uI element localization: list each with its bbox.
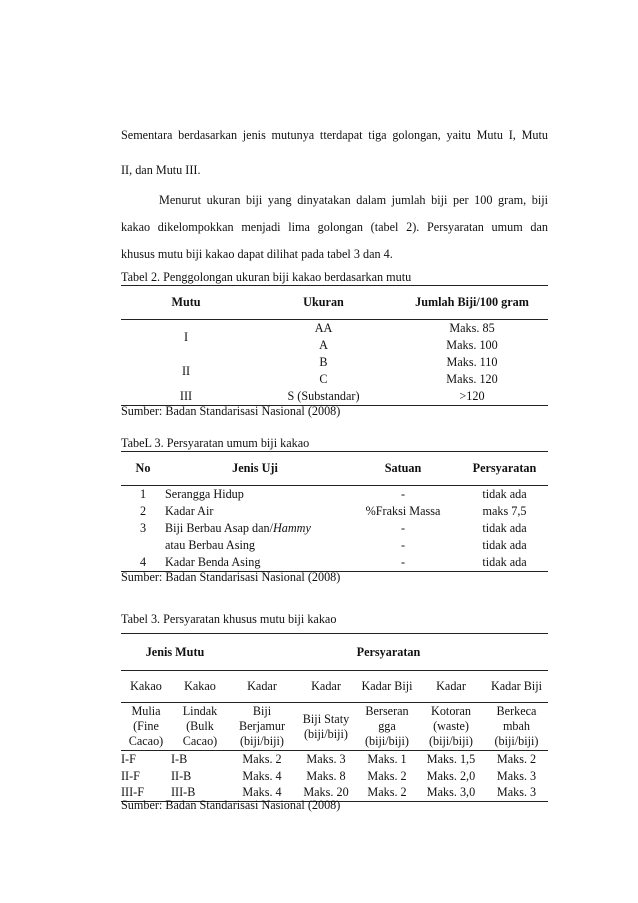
table4-cell: II-F	[121, 768, 140, 783]
table4-cell: Maks. 1,5	[426, 751, 476, 766]
table2-cell-ukuran: S (Substandar)	[287, 389, 360, 403]
table3-cell-uji	[165, 520, 345, 537]
table4-subheader: Kadar	[247, 679, 277, 693]
table4-header-persyaratan: Persyaratan	[356, 644, 421, 659]
table2-header-mutu: Mutu	[171, 295, 201, 309]
table4-cell: III-F	[121, 785, 145, 800]
table-row	[121, 320, 548, 338]
table3	[121, 451, 548, 572]
table4-source: Sumber: Badan Standarisasi Nasional (2008)	[121, 798, 341, 812]
table4-cell: Maks. 8	[306, 768, 346, 783]
table3-cell-uji: Serangga Hidup	[165, 487, 244, 501]
table4-cell: Maks. 20	[303, 785, 349, 800]
table2-cell-mutu: III	[179, 389, 193, 403]
table3-cell-no: 1	[139, 487, 147, 501]
paragraph-line: khusus mutu biji kakao dapat dilihat pada tabel 3 dan 4.	[121, 247, 393, 261]
table-row	[121, 388, 548, 406]
table2-cell-ukuran: B	[319, 355, 328, 369]
table4-header-jenis-mutu: Jenis Mutu	[145, 644, 205, 659]
table3-cell-satuan: -	[400, 521, 406, 535]
table2-source: Sumber: Badan Standarisasi Nasional (2008)	[121, 404, 341, 418]
table4-cell: I-F	[121, 751, 136, 766]
table4-subheader: Kakao	[130, 679, 162, 693]
table2-cell-jumlah: Maks. 120	[446, 372, 498, 386]
table3-cell-satuan: -	[400, 538, 406, 552]
table4-subheader: Kadar Biji	[490, 679, 543, 693]
table3-cell-uji: atau Berbau Asing	[165, 538, 256, 552]
table2-cell-jumlah: Maks. 85	[449, 321, 495, 335]
table-row	[121, 520, 548, 537]
paragraph-line: II, dan Mutu III.	[121, 162, 201, 177]
table-row	[121, 554, 548, 572]
table4	[121, 633, 548, 802]
table4-cell: I-B	[171, 751, 188, 766]
table2-cell-ukuran: A	[319, 338, 328, 352]
table3-cell-syarat: maks 7,5	[482, 504, 527, 518]
table3-cell-satuan: -	[400, 487, 406, 501]
table3-cell-syarat: tidak ada	[482, 538, 527, 552]
table4-subheader: Kadar Biji	[361, 679, 413, 693]
table2-cell-mutu: I	[183, 329, 189, 344]
table4-subheader2: Berseran gga (biji/biji)	[364, 704, 409, 748]
paragraph-line: Menurut ukuran biji yang dinyatakan dalam jumlah biji per 100 gram, biji	[159, 193, 548, 207]
table3-cell-uji-text: Biji Berbau Asap dan/	[165, 521, 273, 535]
table-row	[121, 751, 548, 768]
paragraph-line: kakao dikelompokkan menjadi lima golongan (tabel 2). Persyaratan umum dan	[121, 220, 548, 234]
table3-header-jenis-uji: Jenis Uji	[232, 461, 278, 475]
table4-cell: Maks. 4	[242, 785, 282, 800]
table2-cell-jumlah: Maks. 110	[446, 355, 498, 369]
paragraph-intro	[121, 118, 548, 187]
table3-header-satuan: Satuan	[384, 461, 422, 475]
table2-cell-jumlah: Maks. 100	[446, 338, 498, 352]
table4-cell: Maks. 1	[367, 751, 407, 766]
table3-cell-satuan: %Fraksi Massa	[365, 504, 441, 518]
table4-cell: Maks. 3	[496, 768, 537, 783]
table4-cell: Maks. 3	[306, 751, 346, 766]
table4-cell: Maks. 2	[496, 751, 537, 766]
table2-cell-ukuran: C	[319, 372, 328, 386]
table-row	[121, 503, 548, 520]
paragraph-line: Sementara berdasarkan jenis mutunya tterdapat tiga golongan, yaitu Mutu I, Mutu	[121, 128, 548, 142]
table2-header-ukuran: Ukuran	[303, 295, 344, 309]
table4-cell: Maks. 3,0	[426, 785, 476, 800]
table4-cell: Maks. 2	[367, 768, 407, 783]
table2-cell-jumlah: >120	[459, 389, 485, 403]
table-row	[121, 354, 548, 371]
table4-caption: Tabel 3. Persyaratan khusus mutu biji kakao	[121, 612, 337, 626]
table2-cell-ukuran: AA	[314, 321, 333, 335]
table4-subheader2: Biji Staty (biji/biji)	[302, 711, 350, 741]
table3-cell-syarat: tidak ada	[482, 521, 527, 535]
table4-cell: Maks. 2	[242, 751, 282, 766]
table3-cell-no: 3	[139, 521, 147, 535]
table4-cell: II-B	[171, 768, 192, 783]
table-row	[121, 768, 548, 785]
table4-subheader2: Biji Berjamur (biji/biji)	[238, 704, 286, 748]
table4-cell: III-B	[171, 785, 196, 800]
table2-header-jumlah: Jumlah Biji/100 gram	[415, 295, 529, 309]
table-row	[121, 537, 548, 554]
table3-cell-satuan: -	[400, 555, 406, 569]
table4-subheader2: Kotoran (waste) (biji/biji)	[428, 704, 473, 748]
table3-source: Sumber: Badan Standarisasi Nasional (2008)	[121, 570, 341, 584]
table3-cell-syarat: tidak ada	[482, 555, 527, 569]
table3-cell-no	[121, 537, 165, 554]
table4-cell: Maks. 2	[367, 785, 407, 800]
table2-cell-mutu: II	[181, 363, 191, 378]
table2-caption: Tabel 2. Penggolongan ukuran biji kakao berdasarkan mutu	[121, 270, 412, 284]
table3-cell-uji-italic: Hammy	[272, 521, 311, 535]
table4-cell: Maks. 2,0	[426, 768, 476, 783]
table3-cell-no: 4	[139, 555, 147, 569]
table3-header-no: No	[135, 461, 151, 475]
table3-header-persyaratan: Persyaratan	[472, 461, 537, 475]
table4-subheader: Kadar	[436, 679, 466, 693]
table4-subheader: Kakao	[184, 679, 216, 693]
table3-cell-uji: Kadar Benda Asing	[165, 555, 261, 569]
table3-cell-no: 2	[139, 504, 147, 518]
table4-subheader2: Lindak (Bulk Cacao)	[182, 704, 218, 748]
table-row	[121, 486, 548, 504]
table4-subheader2: Mulia (Fine Cacao)	[128, 704, 164, 748]
table3-cell-uji: Kadar Air	[165, 504, 214, 518]
table3-caption: TabeL 3. Persyaratan umum biji kakao	[121, 436, 310, 450]
table4-subheader2: Berkeca mbah (biji/biji)	[494, 704, 539, 748]
table4-subheader: Kadar	[311, 679, 341, 693]
table2	[121, 285, 548, 406]
table4-cell: Maks. 4	[242, 768, 282, 783]
table4-cell: Maks. 3	[496, 785, 537, 800]
paragraph-size	[121, 187, 548, 268]
table3-cell-syarat: tidak ada	[482, 487, 527, 501]
